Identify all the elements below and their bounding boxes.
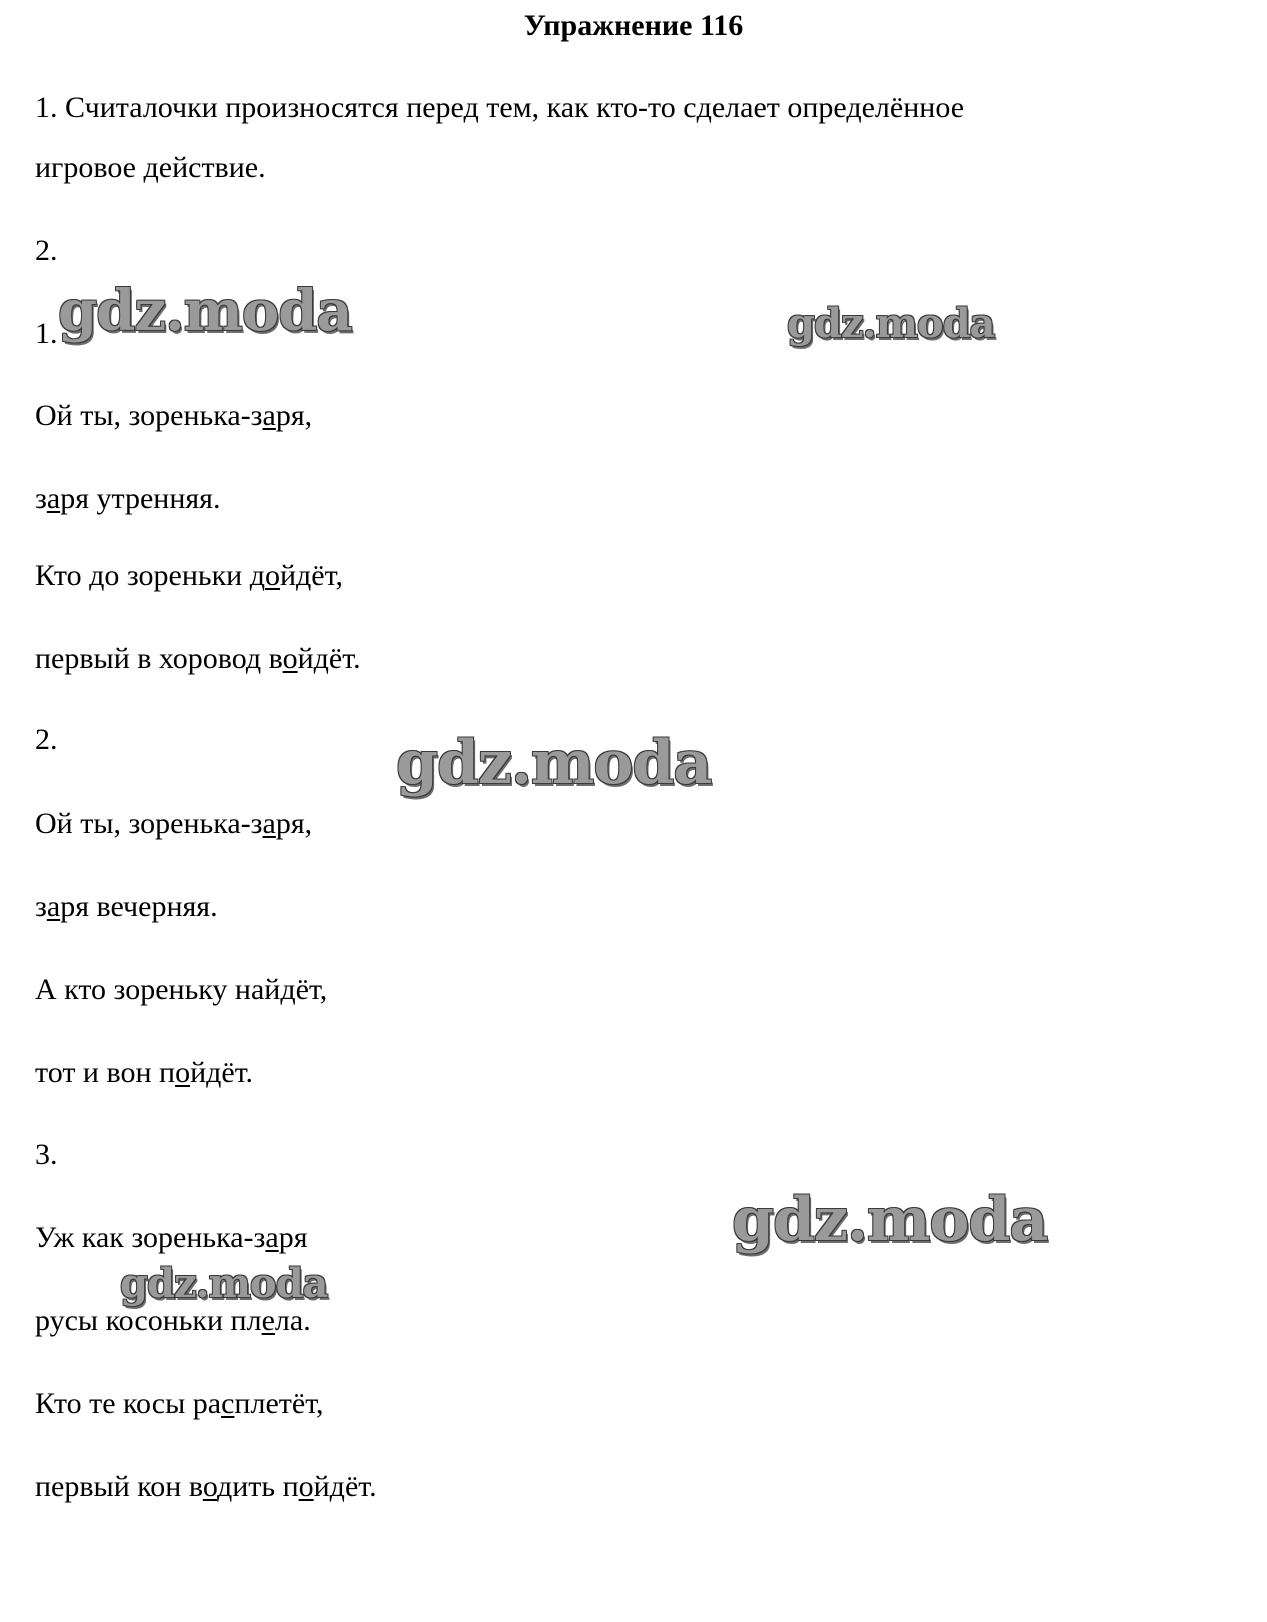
underlined-letter: а xyxy=(262,807,276,840)
verse-text: Кто те косы ра xyxy=(35,1387,222,1420)
verse-text: йдёт. xyxy=(190,1056,254,1089)
verse-text: ря вечерняя. xyxy=(60,890,218,923)
watermark-logo: gdz.moda xyxy=(120,1260,328,1307)
rhyme-3-number: 3. xyxy=(35,1138,58,1171)
rhyme-2-line-4 xyxy=(35,1055,253,1091)
verse-text: дить п xyxy=(216,1470,299,1503)
verse-text: первый кон в xyxy=(35,1470,203,1503)
rhyme-1-line-2 xyxy=(35,481,221,517)
verse-text: первый в хорово xyxy=(35,642,246,675)
rhyme-3-line-3 xyxy=(35,1386,324,1422)
verse-text: плетёт, xyxy=(234,1387,324,1420)
verse-text: Уж как зоренька-з xyxy=(35,1221,266,1254)
underlined-letter: е xyxy=(261,1304,275,1337)
answer-1-line-1: 1. Считалочки произносятся перед тем, как кто-то сделает определённое xyxy=(35,91,965,124)
underlined-letter: о xyxy=(202,1470,217,1503)
underlined-letter: о xyxy=(264,559,280,592)
underlined-letter: о xyxy=(175,1056,191,1089)
rhyme-1-line-3 xyxy=(35,558,343,594)
verse-text: йдёт. xyxy=(313,1470,377,1503)
rhyme-1-number: 1. xyxy=(35,317,58,350)
verse-text: А кто зореньку найдёт, xyxy=(35,973,328,1006)
watermark-logo: gdz.moda xyxy=(787,300,995,347)
watermark-logo: gdz.moda xyxy=(396,728,712,798)
verse-text: в xyxy=(261,642,283,675)
verse-text: йдёт, xyxy=(279,559,343,592)
verse-text: русы косоньки пл xyxy=(35,1304,262,1337)
rhyme-1-line-1 xyxy=(35,398,312,434)
rhyme-2-number: 2. xyxy=(35,723,58,756)
verse-text: Кто до зореньки д xyxy=(35,559,265,592)
watermark-logo: gdz.moda xyxy=(58,278,352,344)
section-2-number: 2. xyxy=(35,234,58,267)
rhyme-3-line-1 xyxy=(35,1220,308,1256)
underlined-letter: а xyxy=(262,399,276,432)
verse-text: ря, xyxy=(275,807,313,840)
rhyme-1-line-4 xyxy=(35,641,361,677)
watermark-logo: gdz.moda xyxy=(732,1185,1048,1255)
underlined-letter: а xyxy=(46,482,61,515)
underlined-letter: с xyxy=(221,1387,235,1420)
rhyme-2-line-3 xyxy=(35,972,327,1008)
verse-text: ла. xyxy=(274,1304,311,1337)
rhyme-3-line-4 xyxy=(35,1469,377,1505)
verse-text: ря утренняя. xyxy=(60,482,221,515)
underlined-letter: о xyxy=(298,1470,314,1503)
underlined-letter: д xyxy=(245,642,262,675)
exercise-title: Упражнение 116 xyxy=(523,9,744,42)
verse-text: йдёт. xyxy=(297,642,361,675)
underlined-letter: о xyxy=(282,642,298,675)
verse-text: ря xyxy=(278,1221,308,1254)
verse-text: ря, xyxy=(275,399,313,432)
answer-1-line-2: игровое действие. xyxy=(35,151,266,184)
underlined-letter: а xyxy=(265,1221,279,1254)
verse-text: тот и вон п xyxy=(35,1056,176,1089)
rhyme-2-line-2 xyxy=(35,889,218,925)
verse-text: Ой ты, зоренька-з xyxy=(35,399,263,432)
verse-text: Ой ты, зоренька-з xyxy=(35,807,263,840)
rhyme-2-line-1 xyxy=(35,806,312,842)
verse-text: з xyxy=(35,890,47,923)
underlined-letter: а xyxy=(46,890,61,923)
verse-text: з xyxy=(35,482,47,515)
rhyme-3-line-2 xyxy=(35,1303,311,1339)
